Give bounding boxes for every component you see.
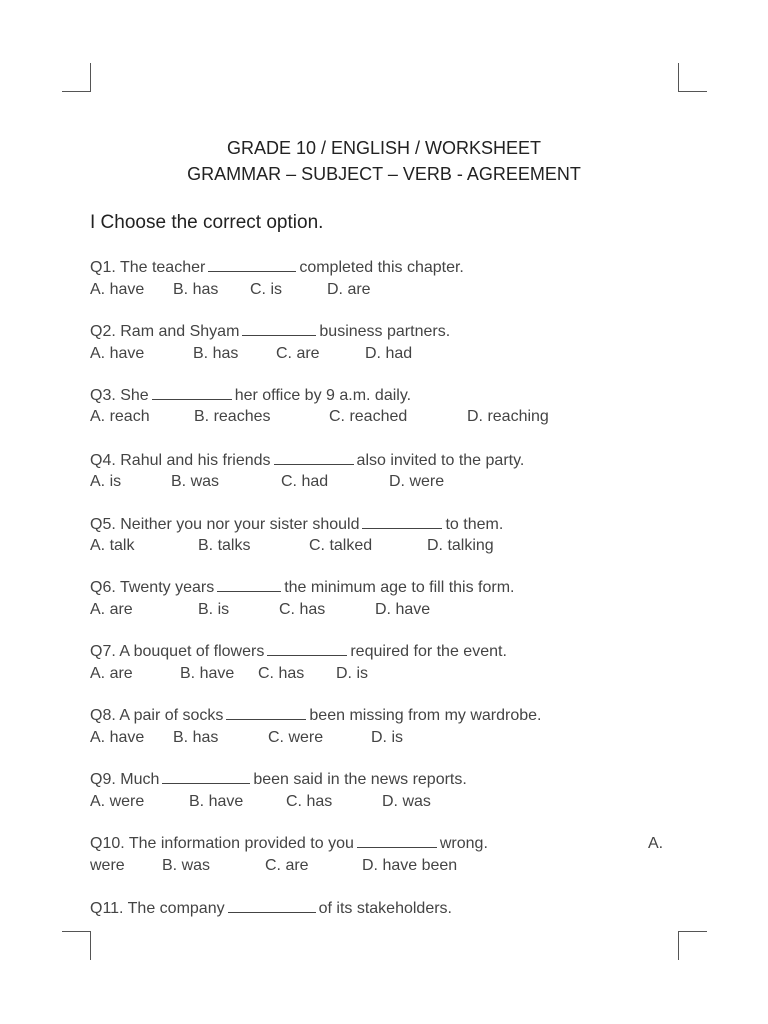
answer-blank	[357, 835, 437, 848]
question-text-end: of its stakeholders.	[318, 900, 452, 917]
answer-blank	[217, 579, 281, 592]
crop-mark-bottom-right	[678, 931, 707, 960]
option-b: B. reaches	[194, 408, 271, 425]
option-c: C. reached	[329, 408, 408, 425]
question-text: Q10. The information provided to you	[90, 835, 354, 852]
question-text: Q7. A bouquet of flowers	[90, 643, 265, 660]
option-b: B. has	[173, 729, 219, 746]
option-d: D. had	[365, 345, 413, 362]
question-text-end: required for the event.	[350, 643, 507, 660]
question-text-end: her office by 9 a.m. daily.	[234, 387, 412, 404]
option-c: C. are	[276, 345, 320, 362]
question-text: Q9. Much	[90, 771, 160, 788]
option-b: B. have	[189, 793, 244, 810]
option-a: A. have	[90, 345, 145, 362]
option-d: D. have	[375, 601, 431, 618]
question-text: Q4. Rahul and his friends	[90, 452, 271, 469]
option-a: A. have	[90, 729, 145, 746]
question-text: Q8. A pair of socks	[90, 707, 224, 724]
question-11	[90, 900, 452, 918]
option-d: D. have been	[362, 857, 458, 874]
option-a: A. were	[90, 793, 145, 810]
question-text-end: the minimum age to fill this form.	[284, 579, 515, 596]
option-c: C. are	[265, 857, 309, 874]
option-c: C. is	[250, 281, 282, 298]
option-c: C. has	[258, 665, 305, 682]
answer-blank	[208, 259, 296, 272]
option-a: A. is	[90, 473, 122, 490]
question-2	[90, 323, 450, 341]
question-10	[90, 835, 488, 853]
instruction-text: I Choose the correct option.	[90, 212, 324, 233]
answer-blank	[267, 643, 347, 656]
question-text: Q2. Ram and Shyam	[90, 323, 240, 340]
option-b: B. has	[193, 345, 239, 362]
question-text: Q3. She	[90, 387, 149, 404]
worksheet-title: GRADE 10 / ENGLISH / WORKSHEET	[226, 138, 542, 158]
question-8	[90, 707, 542, 725]
question-text-end: also invited to the party.	[356, 452, 525, 469]
option-d: D. talking	[427, 537, 494, 554]
option-a: A. are	[90, 665, 133, 682]
option-a: A. talk	[90, 537, 135, 554]
question-6	[90, 579, 515, 597]
question-9	[90, 771, 467, 789]
option-c: C. has	[286, 793, 333, 810]
option-c: C. had	[281, 473, 329, 490]
answer-blank	[274, 452, 354, 465]
question-text-end: been missing from my wardrobe.	[309, 707, 542, 724]
question-text-end: been said in the news reports.	[253, 771, 467, 788]
question-text-end: wrong.	[439, 835, 488, 852]
option-b: B. have	[180, 665, 235, 682]
question-text: Q5. Neither you nor your sister should	[90, 516, 360, 533]
question-3	[90, 387, 411, 405]
crop-mark-top-left	[62, 63, 91, 92]
option-b: B. was	[171, 473, 220, 490]
option-c: C. has	[279, 601, 326, 618]
option-c: C. were	[268, 729, 324, 746]
option-b: B. is	[198, 601, 230, 618]
crop-mark-bottom-left	[62, 931, 91, 960]
question-text: Q1. The teacher	[90, 259, 206, 276]
answer-blank	[162, 771, 250, 784]
option-b: B. was	[162, 857, 211, 874]
worksheet-subtitle: GRAMMAR – SUBJECT – VERB - AGREEMENT	[187, 164, 581, 184]
option-b: B. talks	[198, 537, 251, 554]
answer-blank	[362, 516, 442, 529]
answer-blank	[226, 707, 306, 720]
question-text: Q11. The company	[90, 900, 225, 917]
option-d: D. were	[389, 473, 445, 490]
option-d: D. is	[371, 729, 403, 746]
option-a: were	[90, 857, 125, 874]
question-7	[90, 643, 507, 661]
option-b: B. has	[173, 281, 219, 298]
option-d: D. is	[336, 665, 368, 682]
option-d: D. reaching	[467, 408, 549, 425]
question-text-end: business partners.	[319, 323, 451, 340]
option-d: D. are	[327, 281, 371, 298]
question-text: Q6. Twenty years	[90, 579, 215, 596]
option-a: A. have	[90, 281, 145, 298]
question-text-end: completed this chapter.	[299, 259, 464, 276]
question-4	[90, 452, 524, 470]
crop-mark-top-right	[678, 63, 707, 92]
option-c: C. talked	[309, 537, 373, 554]
option-a: A. are	[90, 601, 133, 618]
question-text-end: to them.	[445, 516, 504, 533]
option-d: D. was	[382, 793, 431, 810]
option-a-label: A.	[648, 835, 664, 852]
question-5	[90, 516, 503, 534]
question-1	[90, 259, 464, 277]
option-a: A. reach	[90, 408, 150, 425]
answer-blank	[152, 387, 232, 400]
answer-blank	[242, 323, 316, 336]
answer-blank	[228, 900, 316, 913]
